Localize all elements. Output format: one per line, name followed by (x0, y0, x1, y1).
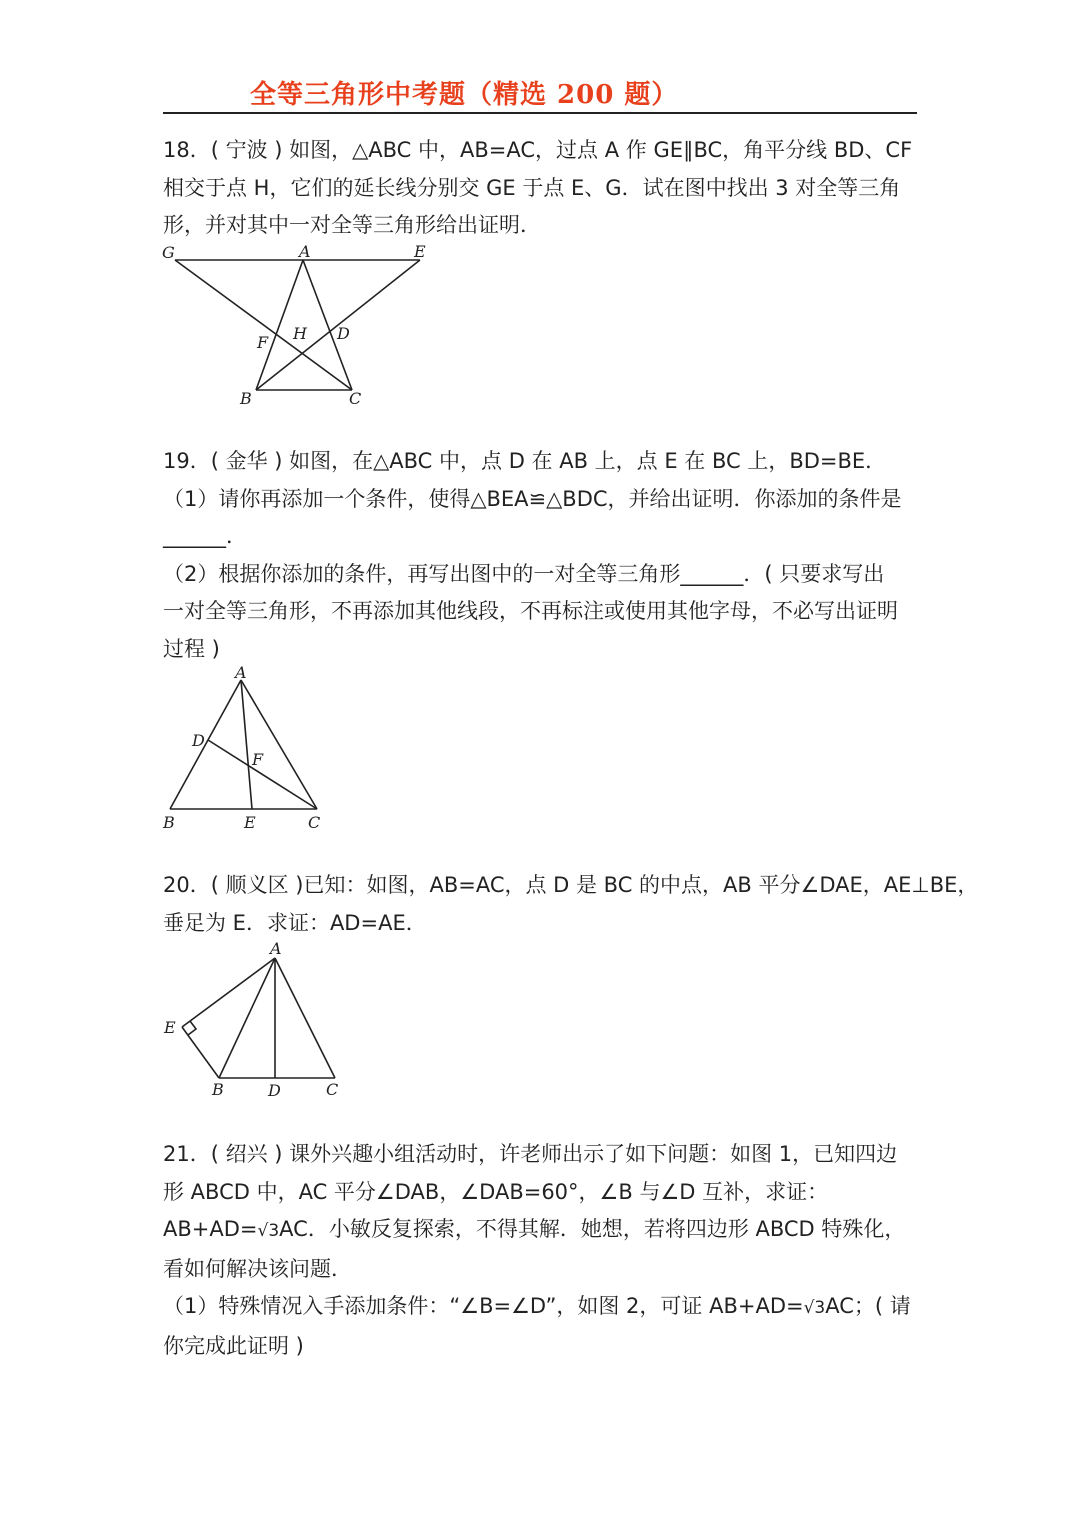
line-AE (182, 958, 275, 1027)
page-title: 全等三角形中考题（精选 200 题） (250, 80, 679, 110)
q21-line-1: 21．( 绍兴 ) 课外兴趣小组活动时，许老师出示了如下问题：如图 1，已知四边 (163, 1142, 898, 1166)
label-A: A (270, 939, 282, 958)
question-21-text (163, 1136, 923, 1365)
sqrt-3-symbol: √3 (803, 1298, 826, 1318)
label-D: D (337, 324, 350, 343)
label-A: A (235, 663, 247, 682)
label-E: E (164, 1018, 176, 1037)
q19-line-4: （2）根据你添加的条件，再写出图中的一对全等三角形______．( 只要求写出 (163, 561, 885, 586)
label-H: H (293, 324, 307, 343)
q19-line-5: 一对全等三角形，不再添加其他线段，不再标注或使用其他字母，不必写出证明 (163, 599, 898, 623)
label-E: E (414, 242, 426, 261)
label-F: F (252, 750, 264, 769)
q19-line-6: 过程 ) (163, 636, 220, 661)
q19-line-3: ______． (163, 524, 247, 548)
label-C: C (349, 389, 362, 408)
question-20-text (163, 867, 979, 942)
header-divider (163, 112, 917, 114)
q21-line-5-post: AC；( 请 (825, 1294, 911, 1318)
label-A: A (299, 242, 311, 261)
label-D: D (192, 731, 205, 750)
q20-line-1: 20．( 顺义区 )已知：如图，AB=AC，点 D 是 BC 的中点，AB 平分∠DAE，AE⊥BE， (163, 873, 979, 897)
label-F: F (257, 333, 269, 352)
label-G: G (162, 243, 175, 262)
line-EB (182, 1027, 219, 1078)
q18-line-1: 18．( 宁波 ) 如图，△ABC 中，AB=AC，过点 A 作 GE∥BC，角平分线 BD、CF (163, 138, 913, 162)
label-D: D (268, 1081, 281, 1100)
label-B: B (240, 389, 252, 408)
question-18-text (163, 132, 923, 245)
right-angle-mark (188, 1021, 196, 1035)
q21-line-4: 看如何解决该问题． (163, 1256, 352, 1281)
q18-line-3: 形，并对其中一对全等三角形给出证明． (163, 213, 541, 237)
line-AB (170, 680, 241, 809)
line-AC (275, 958, 335, 1078)
q21-line-3 (163, 1211, 923, 1251)
q21-line-3-pre: AB+AD= (163, 1217, 258, 1241)
q21-line-5-pre: （1）特殊情况入手添加条件：“∠B=∠D”，如图 2，可证 AB+AD= (163, 1294, 804, 1318)
q21-line-2: 形 ABCD 中，AC 平分∠DAB，∠DAB=60°，∠B 与∠D 互补，求证： (163, 1179, 829, 1204)
line-AC (241, 680, 317, 809)
question-19-text (163, 443, 923, 668)
q19-line-2: （1）请你再添加一个条件，使得△BEA≌△BDC，并给出证明．你添加的条件是 (163, 486, 902, 511)
label-E: E (244, 813, 256, 832)
q19-figure (155, 662, 345, 837)
q20-figure (155, 938, 355, 1103)
label-C: C (326, 1080, 339, 1099)
q18-figure (155, 240, 445, 415)
q21-line-3-post: AC．小敏反复探索，不得其解．她想，若将四边形 ABCD 特殊化， (279, 1217, 906, 1241)
label-C: C (308, 813, 321, 832)
line-AB (219, 958, 275, 1078)
q20-line-2: 垂足为 E．求证：AD=AE． (163, 910, 427, 935)
q19-line-1: 19．( 金华 ) 如图，在△ABC 中，点 D 在 AB 上，点 E 在 BC 上，BD=BE． (163, 449, 887, 473)
label-B: B (163, 813, 175, 832)
q18-line-2: 相交于点 H，它们的延长线分别交 GE 于点 E、G．试在图中找出 3 对全等三角 (163, 175, 901, 200)
line-AE (241, 680, 252, 809)
q21-line-6: 你完成此证明 ) (163, 1333, 304, 1358)
sqrt-3-symbol: √3 (257, 1221, 280, 1241)
label-B: B (212, 1080, 224, 1099)
q21-line-5 (163, 1288, 923, 1328)
